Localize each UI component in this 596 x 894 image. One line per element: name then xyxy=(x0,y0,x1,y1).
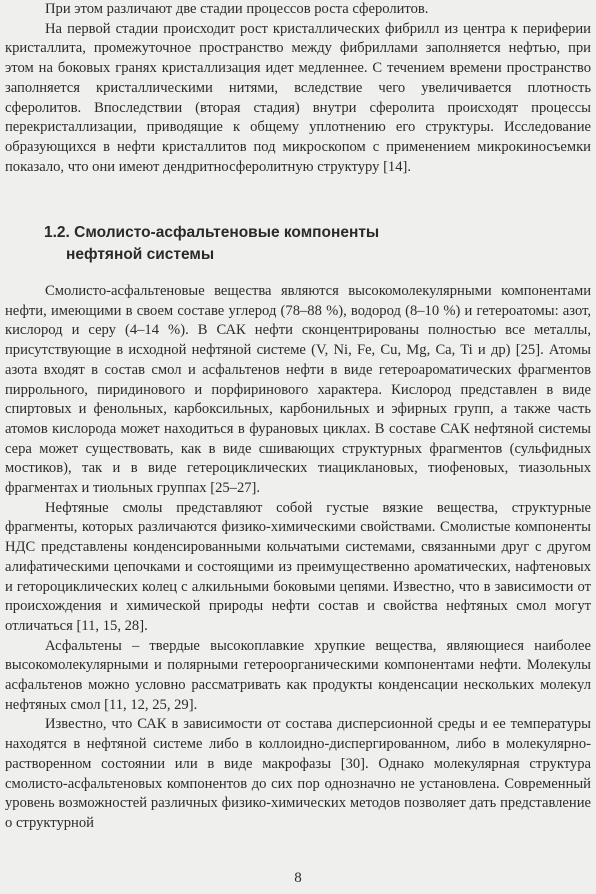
paragraph: На первой стадии происходит рост кристаллических фибрилл из центра к периферии кристаллита, промежуточное пространство между фибриллами заполняется нефтью, при этом на боковых гранях кристаллизация идет медленнее. С течением времени пространство заполняется кристаллическими нитями, вследствие чего увеличивается плотность сферолитов. Впоследствии (вторая стадия) внутри сферолита происходят процессы перекристаллизации, приводящие к общему уплотнению его структуры. Исследование образующихся в нефти кристаллитов под микроскопом с применением микрокиносъемки показало, что они имеют дендритносферолитную структуру [14]. xyxy=(5,20,591,175)
paragraph: Известно, что САК в зависимости от состава дисперсионной среды и ее температуры находятся в нефтяной системе либо в коллоидно-диспергированном, либо в молекулярно-растворенном состоянии или в виде макрофазы [30]. Однако молекулярная структура смолисто-асфальтеновых компонентов до сих пор однозначно не установлена. Современный уровень возможностей различных физико-химических методов позволяет дать представление о структурной xyxy=(5,716,591,831)
paragraph: При этом различают две стадии процессов роста сферолитов. xyxy=(45,1,429,17)
paragraph: Смолисто-асфальтеновые вещества являются высокомолекулярными компонентами нефти, имеющими в своем составе углерод (78–88 %), водород (8–10 %) и гетероатомы: азот, кислород и серу (4–14 %). В САК нефти сконцентрированы полностью все металлы, присутствующие в исходной нефтяной системе (V, Ni, Fe, Cu, Mg, Ca, Ti и др) [25]. Атомы азота входят в состав смол и асфальтенов нефти в виде гетероароматических фрагментов пиррольного, пиридинового и порфиринового характера. Кислород представлен в виде спиртовых и фенольных, карбоксильных, карбонильных и эфирных групп, а также часть атомов кислорода может находиться в фурановых циклах. В составе САК нефтяной системы сера может существовать, как в виде сшивающих структурных фрагментов (сульфидных мостиков), так и в виде гетероциклических тиациклановых, тиофеновых, тиазольных фрагментах и тиольных группах [25–27]. xyxy=(5,283,591,497)
section-heading xyxy=(44,222,564,266)
page-number: 8 xyxy=(294,870,302,886)
section-heading-line-1: 1.2. Смолисто-асфальтеновые компоненты xyxy=(44,224,380,241)
section-heading-line-2: нефтяной системы xyxy=(66,246,215,263)
intro-text xyxy=(5,0,591,177)
section-text xyxy=(5,282,591,834)
paragraph: Нефтяные смолы представляют собой густые вязкие вещества, структурные фрагменты, которых различаются физико-химическими свойствами. Смолистые компоненты НДС представлены конденсированными кольчатыми системами, связанными друг с другом алифатическими цепочками и состоящими из преимущественно ароматических, нафтеновых и гетороциклических колец с алкильными боковыми цепями. Известно, что в зависимости от происхождения и химической природы нефти состав и свойства нефтяных смол могут отличаться [11, 15, 28]. xyxy=(5,499,591,634)
paragraph: Асфальтены – твердые высокоплавкие хрупкие вещества, являющиеся наиболее высокомолекулярными и полярными гетероорганическими компонентами нефти. Молекулы асфальтенов можно условно рассматривать как продукты конденсации нескольких молекул нефтяных смол [11, 12, 25, 29]. xyxy=(5,637,591,713)
